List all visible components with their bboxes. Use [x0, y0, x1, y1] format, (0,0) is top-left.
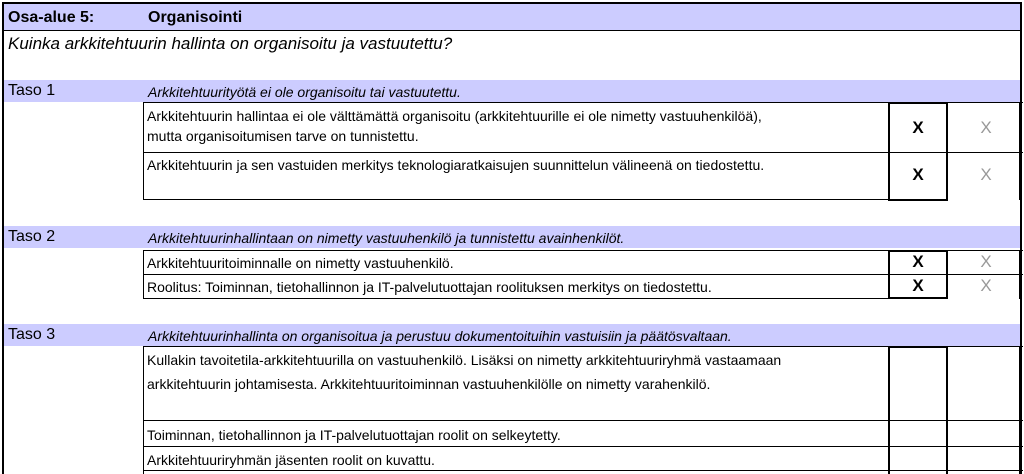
criterion-text: Toiminnan, tietohallinnon ja IT-palvelutuottajan roolit on selkeytetty. — [147, 427, 561, 443]
section-question: Kuinka arkkitehtuurin hallinta on organisoitu ja vastuutettu? — [8, 34, 453, 53]
level-label: Taso 2 — [8, 228, 56, 245]
criterion-text: Arkkitehtuurin hallintaa ei ole välttämättä organisoitu (arkkitehtuurille ei ole nimetty vastuuhenkilöä), — [147, 108, 762, 124]
criterion-text: Arkkitehtuurin ja sen vastuiden merkitys teknologiaratkaisujen suunnittelun välineenä on tiedostettu. — [147, 157, 765, 173]
criterion-text: Roolitus: Toiminnan, tietohallinnon ja IT-palvelutuottajan roolituksen merkitys on tiedostettu. — [147, 279, 712, 295]
level-label: Taso 3 — [8, 326, 56, 343]
level-description: Arkkitehtuurinhallintaan on nimetty vastuuhenkilö ja tunnistettu avainhenkilöt. — [148, 230, 625, 246]
criterion-target-mark: X — [980, 276, 992, 295]
section-label: Osa-alue 5: — [8, 9, 95, 26]
self-assessment-box[interactable] — [888, 346, 948, 474]
criterion-mark[interactable]: X — [912, 118, 924, 137]
criterion-target-mark: X — [980, 165, 992, 184]
criterion-mark[interactable]: X — [912, 252, 924, 271]
level-label: Taso 1 — [8, 82, 56, 99]
self-assessment-box[interactable] — [888, 102, 948, 201]
criterion-target-mark: X — [980, 118, 992, 137]
criterion-text: Arkkitehtuuritoiminnalle on nimetty vastuuhenkilö. — [147, 255, 454, 271]
criterion-mark[interactable]: X — [912, 276, 924, 295]
criterion-text: mutta organisoitumisen tarve on tunnistettu. — [147, 128, 419, 144]
level-description: Arkkitehtuurinhallinta on organisoitua ja perustuu dokumentoituihin vastuisiin ja päätösvaltaan. — [148, 328, 732, 344]
criterion-target-mark: X — [980, 252, 992, 271]
criterion-text: Kullakin tavoitetila-arkkitehtuurilla on vastuuhenkilö. Lisäksi on nimetty arkkitehtuuriryhmä vastaamaan — [147, 352, 782, 368]
criterion-text: Arkkitehtuuriryhmän jäsenten roolit on kuvattu. — [147, 452, 435, 468]
level-description: Arkkitehtuurityötä ei ole organisoitu tai vastuutettu. — [148, 84, 461, 100]
criterion-mark[interactable]: X — [912, 165, 924, 184]
section-title: Organisointi — [148, 9, 243, 26]
criterion-text: arkkitehtuurin johtamisesta. Arkkitehtuuritoiminnan vastuuhenkilölle on nimetty varahenkilö. — [147, 376, 711, 392]
